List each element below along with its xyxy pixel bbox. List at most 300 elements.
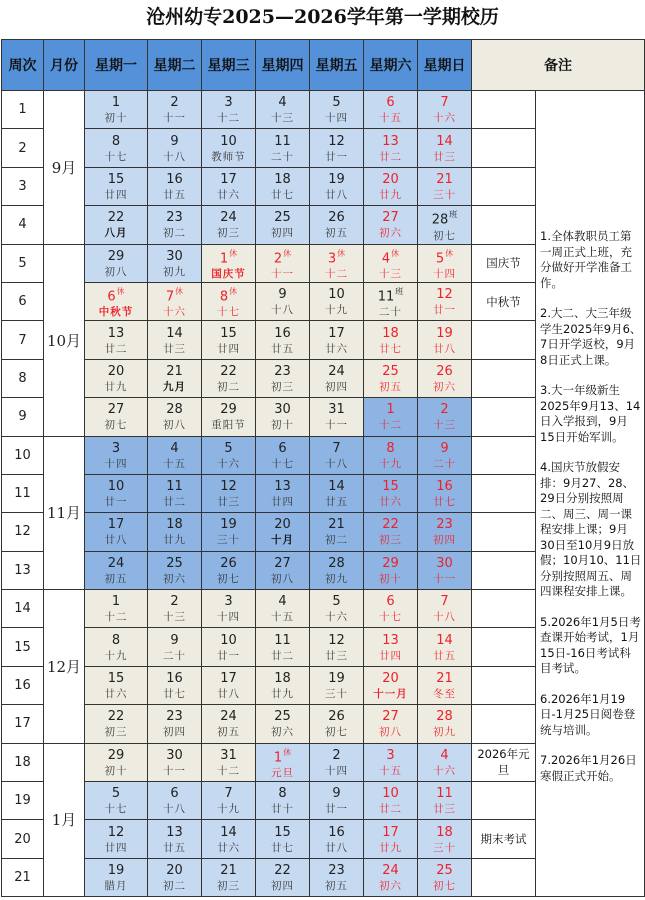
day-number (85, 172, 147, 188)
lunar-date: 初三 (217, 880, 240, 892)
day-cell (202, 91, 256, 129)
day-number-text: 20 (274, 517, 291, 533)
day-number (418, 208, 471, 228)
header-week: 周次 (2, 40, 44, 91)
lunar-date: 十三 (379, 267, 402, 280)
lunar-date: 初二 (325, 534, 348, 547)
day-number (364, 709, 417, 725)
week-number: 16 (2, 666, 44, 704)
day-cell (148, 782, 202, 820)
day-number (85, 326, 147, 342)
week-note (472, 398, 536, 436)
day-cell (202, 398, 256, 436)
lunar-date: 十四 (433, 267, 456, 280)
day-number (256, 287, 309, 303)
day-number-text: 13 (107, 325, 125, 341)
lunar-date: 十六 (433, 764, 456, 777)
day-number-text: 11 (377, 289, 395, 305)
day-number-text: 8 (219, 289, 229, 305)
lunar-date: 十二 (379, 419, 402, 432)
day-number (256, 633, 309, 649)
day-number (148, 172, 201, 188)
day-number-text: 23 (328, 863, 345, 878)
day-number-text: 22 (382, 517, 399, 533)
day-number (148, 134, 201, 150)
day-number-text: 14 (436, 632, 453, 648)
day-cell (148, 628, 202, 666)
lunar-date: 元旦 (271, 767, 294, 779)
day-number-text: 5 (435, 250, 445, 266)
day-cell (310, 244, 364, 282)
day-number (256, 746, 309, 766)
day-cell (85, 321, 148, 359)
lunar-date: 十四 (104, 457, 128, 470)
day-number (418, 594, 471, 610)
day-cell (256, 513, 310, 551)
day-number (418, 633, 471, 649)
lunar-date: 初六 (433, 380, 456, 393)
day-cell (310, 91, 364, 129)
lunar-date: 廿五 (325, 496, 348, 509)
day-cell (418, 743, 472, 781)
day-number-text: 14 (328, 479, 345, 495)
day-cell (202, 282, 256, 320)
lunar-date: 廿二 (104, 342, 128, 355)
day-cell (310, 167, 364, 205)
day-cell (364, 474, 418, 512)
day-number-text: 7 (440, 594, 449, 610)
day-cell (148, 551, 202, 589)
lunar-date: 十六 (217, 457, 240, 470)
day-cell (85, 398, 148, 436)
day-number-text: 4 (381, 250, 391, 266)
day-cell (85, 858, 148, 896)
day-cell (256, 398, 310, 436)
day-cell (418, 782, 472, 820)
day-cell (364, 782, 418, 820)
day-number (202, 402, 255, 418)
lunar-date: 初七 (217, 572, 240, 585)
lunar-date: 廿二 (271, 649, 294, 662)
day-cell (310, 820, 364, 858)
week-number: 6 (2, 282, 44, 320)
day-cell (364, 359, 418, 397)
lunar-date: 初十 (104, 764, 128, 777)
day-number-text: 16 (274, 325, 291, 341)
day-number-text: 22 (107, 709, 125, 725)
lunar-date: 初八 (104, 265, 128, 278)
day-cell (148, 321, 202, 359)
day-number-text: 3 (224, 594, 233, 610)
day-cell (148, 206, 202, 244)
day-number-text: 19 (328, 671, 345, 687)
day-number (418, 825, 471, 841)
lunar-date: 廿九 (271, 688, 294, 701)
day-number-text: 9 (278, 287, 287, 303)
day-number (310, 210, 363, 226)
lunar-date: 初八 (163, 419, 186, 432)
day-number-text: 1 (219, 250, 229, 266)
day-cell (256, 474, 310, 512)
remark-item: 5.2026年1月5日考查课开始考试，1月15日-16日考试科目考试。 (540, 614, 641, 675)
day-number (256, 402, 309, 418)
day-cell (148, 474, 202, 512)
lunar-date: 十八 (433, 611, 456, 624)
day-number (310, 825, 363, 841)
day-cell (364, 666, 418, 704)
header-friday: 星期五 (310, 40, 364, 91)
day-number-text: 2 (170, 594, 179, 610)
day-number-text: 26 (328, 210, 345, 226)
day-number-text: 16 (166, 671, 183, 687)
day-number (148, 709, 201, 725)
lunar-date: 初三 (379, 534, 402, 547)
day-number (310, 786, 363, 802)
day-cell (85, 436, 148, 474)
week-number: 20 (2, 820, 44, 858)
day-cell (418, 167, 472, 205)
lunar-date: 二十 (433, 457, 456, 470)
lunar-date: 廿三 (163, 342, 186, 355)
lunar-date: 初四 (271, 880, 294, 892)
lunar-date: 冬至 (433, 688, 456, 701)
day-number-text: 11 (274, 133, 291, 149)
lunar-date: 初五 (379, 380, 402, 393)
day-number-text: 26 (220, 555, 237, 571)
day-number-text: 9 (170, 632, 179, 648)
week-number: 19 (2, 782, 44, 820)
day-number-text: 8 (386, 440, 395, 456)
day-number (418, 402, 471, 418)
week-note (472, 590, 536, 628)
day-number (310, 172, 363, 188)
day-number-text: 30 (274, 402, 291, 418)
day-cell (418, 666, 472, 704)
day-number (256, 863, 309, 879)
day-number (148, 671, 201, 687)
lunar-date: 十九 (325, 304, 348, 317)
day-number (202, 285, 255, 305)
day-number (148, 402, 201, 418)
day-cell (202, 666, 256, 704)
lunar-date: 初十 (271, 419, 294, 432)
day-cell (364, 129, 418, 167)
day-number-text: 29 (107, 248, 125, 264)
day-number (148, 825, 201, 841)
lunar-date: 十八 (325, 457, 348, 470)
day-number-text: 13 (382, 133, 399, 149)
day-cell (256, 206, 310, 244)
day-number-text: 13 (274, 479, 291, 495)
day-number-text: 18 (166, 517, 183, 533)
day-number (310, 402, 363, 418)
week-note (472, 91, 536, 129)
day-number (202, 247, 255, 267)
day-number (148, 249, 201, 265)
lunar-date: 初六 (271, 726, 294, 739)
day-number-text: 10 (328, 287, 345, 303)
day-cell (85, 167, 148, 205)
day-cell (418, 474, 472, 512)
lunar-date: 十五 (163, 457, 186, 470)
lunar-date: 十二 (104, 611, 128, 624)
lunar-date: 廿一 (325, 150, 348, 163)
lunar-date: 初二 (163, 880, 186, 892)
header-row (2, 40, 645, 91)
day-number-text: 17 (220, 171, 237, 187)
day-cell (364, 206, 418, 244)
day-number-text: 20 (382, 671, 399, 687)
lunar-date: 初四 (163, 726, 186, 739)
day-number-text: 30 (436, 555, 453, 571)
day-number (85, 479, 147, 495)
day-number (85, 748, 147, 764)
lunar-date: 初八 (271, 572, 294, 585)
day-number-text: 19 (328, 171, 345, 187)
header-monday: 星期一 (85, 40, 148, 91)
day-cell (256, 91, 310, 129)
lunar-date: 廿三 (433, 803, 456, 816)
day-number (364, 671, 417, 687)
lunar-date: 初五 (104, 572, 128, 585)
lunar-date: 廿九 (379, 188, 402, 201)
day-cell (85, 590, 148, 628)
day-number-text: 24 (328, 363, 345, 379)
day-number-text: 11 (166, 479, 183, 495)
day-number (256, 326, 309, 342)
day-number-text: 13 (382, 632, 399, 648)
day-cell (418, 628, 472, 666)
day-number-text: 14 (220, 824, 237, 840)
day-number (202, 172, 255, 188)
day-number-text: 24 (107, 555, 125, 571)
day-number-text: 9 (170, 133, 179, 149)
day-number (85, 863, 147, 879)
holiday-mark: 休 (283, 248, 292, 258)
day-cell (148, 590, 202, 628)
lunar-date: 十四 (325, 112, 348, 125)
lunar-date: 廿七 (163, 688, 186, 701)
day-cell (202, 167, 256, 205)
day-number (85, 556, 147, 572)
day-number-text: 22 (220, 363, 237, 379)
day-number-text: 28 (436, 709, 453, 725)
day-cell (202, 782, 256, 820)
day-number (418, 134, 471, 150)
lunar-date: 十四 (325, 764, 348, 777)
lunar-date: 十二 (217, 112, 240, 125)
day-number-text: 20 (382, 171, 399, 187)
day-cell (202, 244, 256, 282)
day-number (148, 326, 201, 342)
day-cell (418, 590, 472, 628)
day-number-text: 29 (382, 555, 399, 571)
lunar-date: 初五 (325, 227, 348, 240)
day-cell (85, 244, 148, 282)
lunar-date: 十六 (325, 611, 348, 624)
day-number-text: 19 (220, 517, 237, 533)
day-cell (148, 705, 202, 743)
day-number (85, 441, 147, 457)
lunar-date: 廿九 (104, 380, 128, 393)
day-number-text: 15 (382, 479, 399, 495)
lunar-date: 廿三 (325, 649, 348, 662)
day-cell (256, 282, 310, 320)
lunar-date: 廿十 (271, 803, 294, 816)
day-number (85, 633, 147, 649)
day-number (256, 479, 309, 495)
day-number-text: 20 (166, 863, 183, 878)
day-number-text: 24 (220, 709, 237, 725)
lunar-date: 初七 (433, 880, 456, 892)
week-note (472, 782, 536, 820)
lunar-date: 十三 (271, 112, 294, 125)
day-number-text: 12 (328, 133, 345, 149)
lunar-date: 教师节 (211, 150, 246, 163)
lunar-date: 廿三 (217, 496, 240, 509)
lunar-date: 二十 (379, 306, 402, 319)
day-number (202, 748, 255, 764)
day-number (202, 326, 255, 342)
day-number (364, 556, 417, 572)
remark-item: 1.全体教职员工第一周正式上班，充分做好开学准备工作。 (540, 229, 632, 290)
week-note (472, 666, 536, 704)
lunar-date: 廿五 (271, 342, 294, 355)
day-number-text: 3 (224, 95, 233, 111)
day-number-text: 9 (440, 440, 449, 456)
day-number-text: 15 (220, 325, 237, 341)
day-number-text: 15 (274, 824, 291, 840)
day-number (202, 210, 255, 226)
day-cell (148, 282, 202, 320)
day-cell (148, 167, 202, 205)
lunar-date: 初九 (433, 726, 456, 739)
day-number-text: 2 (332, 747, 341, 763)
remark-item: 3.大一年级新生2025年9月13、14日入学报到，9月15日开始军训。 (540, 383, 641, 444)
day-number-text: 5 (224, 440, 233, 456)
day-cell (310, 398, 364, 436)
day-number (148, 748, 201, 764)
day-number (310, 441, 363, 457)
day-cell (310, 590, 364, 628)
day-number-text: 29 (107, 747, 125, 763)
day-number (202, 441, 255, 457)
lunar-date: 十五 (379, 764, 402, 777)
lunar-date: 重阳节 (211, 419, 246, 432)
remark-item: 6.2026年1月19日-1月25日阅卷登统与培训。 (540, 691, 636, 737)
day-number (418, 863, 471, 879)
week-number: 18 (2, 743, 44, 781)
day-number (418, 95, 471, 111)
lunar-date: 初十 (379, 572, 402, 585)
lunar-date: 廿四 (271, 496, 294, 509)
day-cell (148, 398, 202, 436)
lunar-date: 二十 (271, 150, 294, 163)
day-cell (256, 743, 310, 781)
day-number (85, 210, 147, 226)
day-cell (364, 705, 418, 743)
day-number-text: 2 (170, 95, 179, 111)
day-number-text: 12 (107, 824, 125, 840)
lunar-date: 初四 (271, 227, 294, 240)
lunar-date: 腊月 (104, 880, 128, 892)
day-cell (85, 359, 148, 397)
day-number-text: 6 (278, 440, 287, 456)
day-number-text: 5 (111, 786, 121, 802)
day-number (202, 786, 255, 802)
lunar-date: 廿四 (104, 188, 128, 201)
day-number (418, 556, 471, 572)
day-cell (85, 474, 148, 512)
day-cell (85, 782, 148, 820)
day-cell (85, 820, 148, 858)
day-number-text: 28 (431, 212, 449, 228)
day-cell (148, 858, 202, 896)
day-number-text: 10 (382, 786, 399, 802)
lunar-date: 十二 (325, 267, 348, 280)
week-note (472, 167, 536, 205)
day-cell (202, 743, 256, 781)
day-cell (85, 551, 148, 589)
week-number: 7 (2, 321, 44, 359)
day-number-text: 12 (220, 479, 237, 495)
day-number-text: 29 (220, 402, 237, 418)
day-cell (364, 858, 418, 896)
lunar-date: 十一月 (373, 688, 408, 701)
day-cell (418, 436, 472, 474)
day-number-text: 30 (166, 747, 183, 763)
lunar-date: 十七 (217, 306, 240, 319)
lunar-date: 初九 (325, 572, 348, 585)
day-cell (148, 436, 202, 474)
day-cell (418, 206, 472, 244)
day-number (85, 402, 147, 418)
header-tuesday: 星期二 (148, 40, 202, 91)
day-number-text: 5 (332, 594, 341, 610)
remarks-panel (536, 91, 645, 897)
day-number (85, 364, 147, 380)
day-number (148, 95, 201, 111)
lunar-date: 十四 (217, 611, 240, 624)
lunar-date: 廿六 (104, 688, 128, 701)
day-cell (310, 628, 364, 666)
day-cell (148, 666, 202, 704)
lunar-date: 十三 (163, 611, 186, 624)
day-number (418, 172, 471, 188)
day-number (364, 247, 417, 267)
day-cell (310, 858, 364, 896)
day-number (310, 709, 363, 725)
day-number-text: 25 (274, 709, 291, 725)
header-saturday: 星期六 (364, 40, 418, 91)
day-cell (256, 359, 310, 397)
day-number-text: 6 (386, 95, 395, 111)
day-number-text: 13 (166, 824, 183, 840)
lunar-date: 初五 (325, 880, 348, 892)
lunar-date: 国庆节 (211, 267, 246, 280)
day-number-text: 6 (170, 786, 179, 802)
workday-mark: 班 (395, 286, 404, 296)
lunar-date: 十九 (104, 649, 128, 662)
day-cell (256, 590, 310, 628)
lunar-date: 廿四 (217, 342, 240, 355)
day-cell (202, 436, 256, 474)
day-number-text: 28 (166, 402, 183, 418)
day-cell (418, 282, 472, 320)
lunar-date: 廿一 (325, 803, 348, 816)
lunar-date: 十七 (379, 611, 402, 624)
day-number (256, 172, 309, 188)
